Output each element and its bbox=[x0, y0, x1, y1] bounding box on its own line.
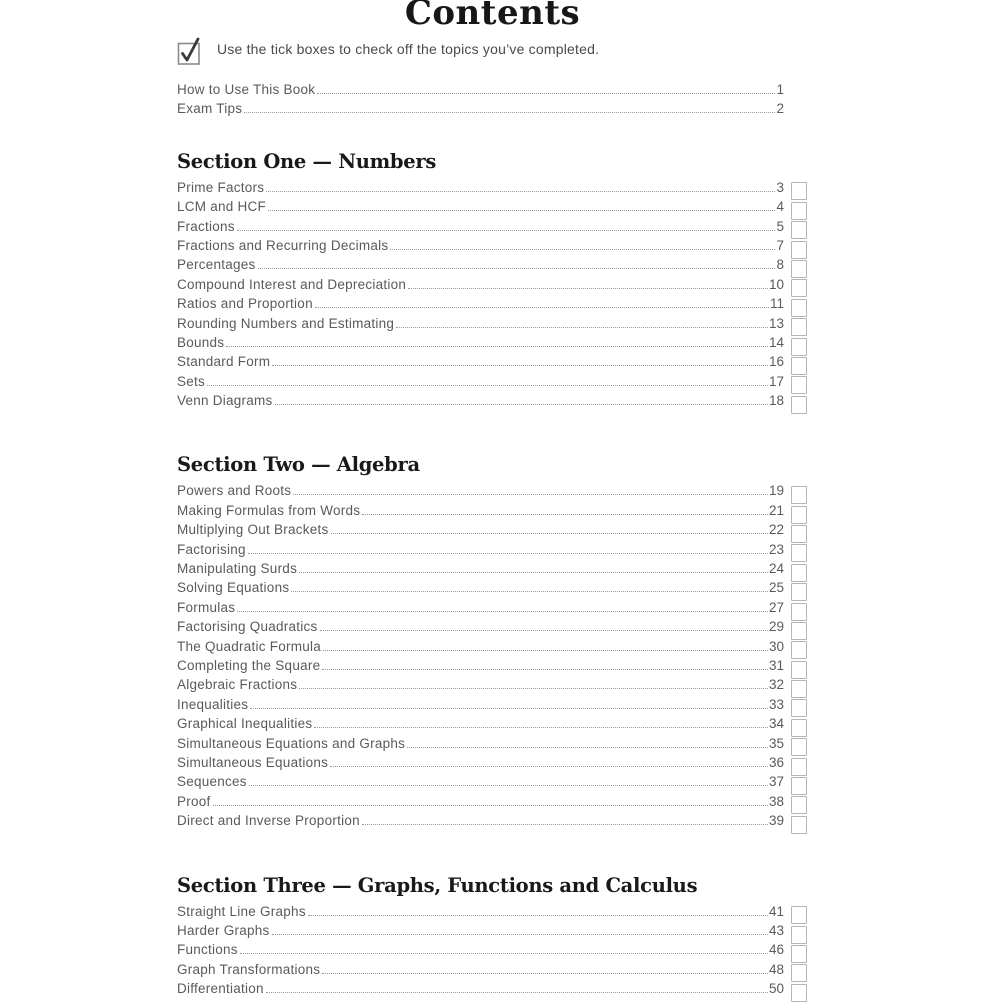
page-number: 30 bbox=[768, 638, 784, 654]
topic-checkbox[interactable] bbox=[791, 299, 807, 317]
topic-checkbox[interactable] bbox=[791, 680, 807, 698]
toc-row bbox=[177, 697, 807, 716]
topic-checkbox[interactable] bbox=[791, 758, 807, 776]
topic-label: The Quadratic Formula bbox=[177, 638, 322, 654]
page-number: 7 bbox=[776, 237, 784, 253]
page-number: 25 bbox=[768, 580, 784, 596]
topic-checkbox[interactable] bbox=[791, 376, 807, 394]
dotted-leader bbox=[317, 93, 775, 94]
topic-label: Manipulating Surds bbox=[177, 561, 298, 577]
topic-checkbox[interactable] bbox=[791, 796, 807, 814]
topic-label: Graph Transformations bbox=[177, 961, 321, 977]
page-number: 32 bbox=[768, 677, 784, 693]
topic-label: Functions bbox=[177, 942, 238, 958]
dotted-leader bbox=[213, 805, 768, 806]
topic-label: Sets bbox=[177, 373, 206, 389]
topic-label: Inequalities bbox=[177, 696, 249, 712]
topic-checkbox[interactable] bbox=[791, 486, 807, 504]
topic-label: Differentiation bbox=[177, 981, 264, 997]
topic-checkbox[interactable] bbox=[791, 699, 807, 717]
page-number: 8 bbox=[776, 257, 784, 273]
dotted-leader bbox=[299, 572, 768, 573]
page-number: 18 bbox=[768, 393, 784, 409]
toc-row bbox=[177, 923, 807, 942]
topic-checkbox[interactable] bbox=[791, 719, 807, 737]
topic-label: Powers and Roots bbox=[177, 483, 292, 499]
page-number: 37 bbox=[768, 774, 784, 790]
topic-label: Simultaneous Equations and Graphs bbox=[177, 735, 406, 751]
topic-label: Factorising Quadratics bbox=[177, 619, 318, 635]
topic-label: Multiplying Out Brackets bbox=[177, 522, 329, 538]
dotted-leader bbox=[322, 973, 768, 974]
topic-label: Algebraic Fractions bbox=[177, 677, 298, 693]
dotted-leader bbox=[249, 785, 768, 786]
topic-checkbox[interactable] bbox=[791, 964, 807, 982]
dotted-leader bbox=[408, 288, 768, 289]
page-number: 36 bbox=[768, 754, 784, 770]
section-rows bbox=[177, 904, 807, 1001]
toc-row bbox=[177, 942, 807, 961]
topic-checkbox[interactable] bbox=[791, 260, 807, 278]
toc-section bbox=[177, 874, 807, 1001]
topic-checkbox[interactable] bbox=[791, 182, 807, 200]
topic-checkbox[interactable] bbox=[791, 738, 807, 756]
dotted-leader bbox=[320, 630, 768, 631]
page-number: 3 bbox=[776, 179, 784, 195]
topic-label: Harder Graphs bbox=[177, 922, 270, 938]
topic-checkbox[interactable] bbox=[791, 816, 807, 834]
instruction-row bbox=[177, 36, 985, 66]
dotted-leader bbox=[258, 268, 776, 269]
toc-row bbox=[177, 257, 807, 276]
page-number: 14 bbox=[768, 334, 784, 350]
toc-section bbox=[177, 150, 807, 413]
toc-row bbox=[177, 354, 807, 373]
toc-row bbox=[177, 813, 807, 832]
toc-row bbox=[177, 374, 807, 393]
page-number: 35 bbox=[768, 735, 784, 751]
page-number: 43 bbox=[768, 922, 784, 938]
section-rows bbox=[177, 483, 807, 832]
topic-label: Sequences bbox=[177, 774, 247, 790]
toc-row bbox=[177, 503, 807, 522]
topic-checkbox[interactable] bbox=[791, 279, 807, 297]
toc-row bbox=[177, 561, 807, 580]
page-number: 27 bbox=[768, 599, 784, 615]
section-heading: Section Two — Algebra bbox=[177, 453, 420, 477]
toc-row bbox=[177, 774, 807, 793]
topic-label: Percentages bbox=[177, 257, 256, 273]
topic-label: Proof bbox=[177, 793, 211, 809]
topic-label: Fractions bbox=[177, 218, 235, 234]
dotted-leader bbox=[291, 591, 768, 592]
page-number: 23 bbox=[768, 541, 784, 557]
topic-checkbox[interactable] bbox=[791, 506, 807, 524]
toc-row bbox=[177, 219, 807, 238]
dotted-leader bbox=[237, 230, 776, 231]
topic-label: LCM and HCF bbox=[177, 199, 267, 215]
topic-checkbox[interactable] bbox=[791, 661, 807, 679]
section-rows bbox=[177, 180, 807, 413]
page-number: 5 bbox=[776, 218, 784, 234]
sections-container bbox=[177, 150, 807, 1001]
dotted-leader bbox=[250, 708, 768, 709]
topic-label: Compound Interest and Depreciation bbox=[177, 276, 407, 292]
topic-label: Venn Diagrams bbox=[177, 393, 273, 409]
toc-row bbox=[177, 639, 807, 658]
dotted-leader bbox=[226, 346, 768, 347]
section-heading: Section Three — Graphs, Functions and Calculus bbox=[177, 873, 698, 897]
topic-label: Exam Tips bbox=[177, 101, 243, 117]
toc-row bbox=[177, 600, 807, 619]
dotted-leader bbox=[362, 824, 768, 825]
dotted-leader bbox=[266, 992, 768, 993]
dotted-leader bbox=[362, 514, 768, 515]
topic-label: How to Use This Book bbox=[177, 82, 316, 97]
topic-checkbox[interactable] bbox=[791, 906, 807, 924]
topic-checkbox[interactable] bbox=[791, 926, 807, 944]
topic-checkbox[interactable] bbox=[791, 318, 807, 336]
topic-checkbox[interactable] bbox=[791, 525, 807, 543]
page-number: 31 bbox=[768, 657, 784, 673]
topic-label: Fractions and Recurring Decimals bbox=[177, 237, 389, 253]
toc-row bbox=[177, 335, 807, 354]
topic-label: Prime Factors bbox=[177, 179, 265, 195]
topic-checkbox[interactable] bbox=[791, 583, 807, 601]
dotted-leader bbox=[237, 611, 768, 612]
topic-checkbox[interactable] bbox=[791, 777, 807, 795]
topic-checkbox[interactable] bbox=[791, 221, 807, 239]
dotted-leader bbox=[293, 494, 768, 495]
dotted-leader bbox=[248, 553, 768, 554]
dotted-leader bbox=[275, 404, 768, 405]
dotted-leader bbox=[244, 112, 775, 113]
toc-row bbox=[177, 101, 807, 120]
dotted-leader bbox=[331, 533, 768, 534]
dotted-leader bbox=[330, 766, 768, 767]
topic-label: Rounding Numbers and Estimating bbox=[177, 315, 395, 331]
toc-row bbox=[177, 483, 807, 502]
toc bbox=[177, 82, 807, 1000]
toc-row bbox=[177, 677, 807, 696]
toc-row bbox=[177, 904, 807, 923]
topic-label: Factorising bbox=[177, 541, 246, 557]
toc-row bbox=[177, 580, 807, 599]
topic-checkbox[interactable] bbox=[791, 396, 807, 414]
topic-checkbox[interactable] bbox=[791, 338, 807, 356]
toc-row bbox=[177, 794, 807, 813]
page-number: 11 bbox=[769, 296, 784, 312]
topic-checkbox[interactable] bbox=[791, 622, 807, 640]
page-number: 1 bbox=[776, 82, 784, 97]
page-number: 21 bbox=[768, 502, 784, 518]
toc-row bbox=[177, 296, 807, 315]
dotted-leader bbox=[266, 191, 775, 192]
topic-label: Formulas bbox=[177, 599, 236, 615]
dotted-leader bbox=[390, 249, 775, 250]
dotted-leader bbox=[322, 669, 768, 670]
topic-label: Straight Line Graphs bbox=[177, 903, 306, 919]
toc-row bbox=[177, 619, 807, 638]
toc-row bbox=[177, 316, 807, 335]
page-number: 10 bbox=[768, 276, 784, 292]
dotted-leader bbox=[314, 727, 768, 728]
page-number: 34 bbox=[768, 716, 784, 732]
topic-checkbox[interactable] bbox=[791, 357, 807, 375]
toc-row bbox=[177, 755, 807, 774]
dotted-leader bbox=[272, 365, 768, 366]
page-number: 46 bbox=[768, 942, 784, 958]
dotted-leader bbox=[407, 747, 768, 748]
dotted-leader bbox=[299, 688, 768, 689]
page-number: 41 bbox=[768, 903, 784, 919]
page-number: 2 bbox=[776, 101, 784, 117]
page-number: 33 bbox=[768, 696, 784, 712]
dotted-leader bbox=[323, 650, 768, 651]
toc-row bbox=[177, 522, 807, 541]
page-number: 17 bbox=[768, 373, 784, 389]
topic-label: Ratios and Proportion bbox=[177, 296, 313, 312]
topic-checkbox[interactable] bbox=[791, 241, 807, 259]
topic-label: Graphical Inequalities bbox=[177, 716, 313, 732]
topic-label: Solving Equations bbox=[177, 580, 290, 596]
page-title: Contents bbox=[404, 0, 581, 33]
toc-row bbox=[177, 716, 807, 735]
page-number: 50 bbox=[768, 981, 784, 997]
page-number: 29 bbox=[768, 619, 784, 635]
toc-section bbox=[177, 453, 807, 832]
toc-row bbox=[177, 238, 807, 257]
topic-checkbox[interactable] bbox=[791, 564, 807, 582]
toc-row bbox=[177, 981, 807, 1000]
topic-label: Completing the Square bbox=[177, 657, 321, 673]
tick-icon bbox=[177, 36, 207, 66]
section-heading: Section One — Numbers bbox=[177, 149, 437, 173]
topic-label: Direct and Inverse Proportion bbox=[177, 813, 360, 829]
page-number: 48 bbox=[768, 961, 784, 977]
toc-row bbox=[177, 277, 807, 296]
dotted-leader bbox=[308, 915, 768, 916]
dotted-leader bbox=[272, 934, 768, 935]
dotted-leader bbox=[315, 307, 769, 308]
toc-row bbox=[177, 199, 807, 218]
page-number: 39 bbox=[768, 813, 784, 829]
topic-label: Bounds bbox=[177, 334, 225, 350]
topic-label: Standard Form bbox=[177, 354, 271, 370]
dotted-leader bbox=[396, 327, 768, 328]
toc-row bbox=[177, 962, 807, 981]
page-number: 13 bbox=[768, 315, 784, 331]
page-number: 22 bbox=[768, 522, 784, 538]
dotted-leader bbox=[268, 210, 775, 211]
front-matter-list bbox=[177, 82, 807, 121]
page-number: 16 bbox=[768, 354, 784, 370]
page-number: 4 bbox=[776, 199, 784, 215]
topic-checkbox[interactable] bbox=[791, 945, 807, 963]
topic-label: Making Formulas from Words bbox=[177, 502, 361, 518]
instruction-text: Use the tick boxes to check off the topics you’ve completed. bbox=[217, 41, 600, 57]
topic-label: Simultaneous Equations bbox=[177, 754, 329, 770]
page-number: 38 bbox=[768, 793, 784, 809]
page-number: 19 bbox=[768, 483, 784, 499]
toc-row bbox=[177, 180, 807, 199]
topic-checkbox[interactable] bbox=[791, 641, 807, 659]
toc-row bbox=[177, 393, 807, 412]
toc-row bbox=[177, 542, 807, 561]
page-number: 24 bbox=[768, 561, 784, 577]
dotted-leader bbox=[240, 953, 768, 954]
topic-checkbox[interactable] bbox=[791, 202, 807, 220]
toc-row bbox=[177, 658, 807, 677]
toc-row bbox=[177, 736, 807, 755]
tick-checkbox[interactable] bbox=[177, 36, 207, 66]
toc-row bbox=[177, 82, 807, 101]
topic-checkbox[interactable] bbox=[791, 544, 807, 562]
topic-checkbox[interactable] bbox=[791, 603, 807, 621]
dotted-leader bbox=[207, 385, 768, 386]
topic-checkbox[interactable] bbox=[791, 984, 807, 1002]
